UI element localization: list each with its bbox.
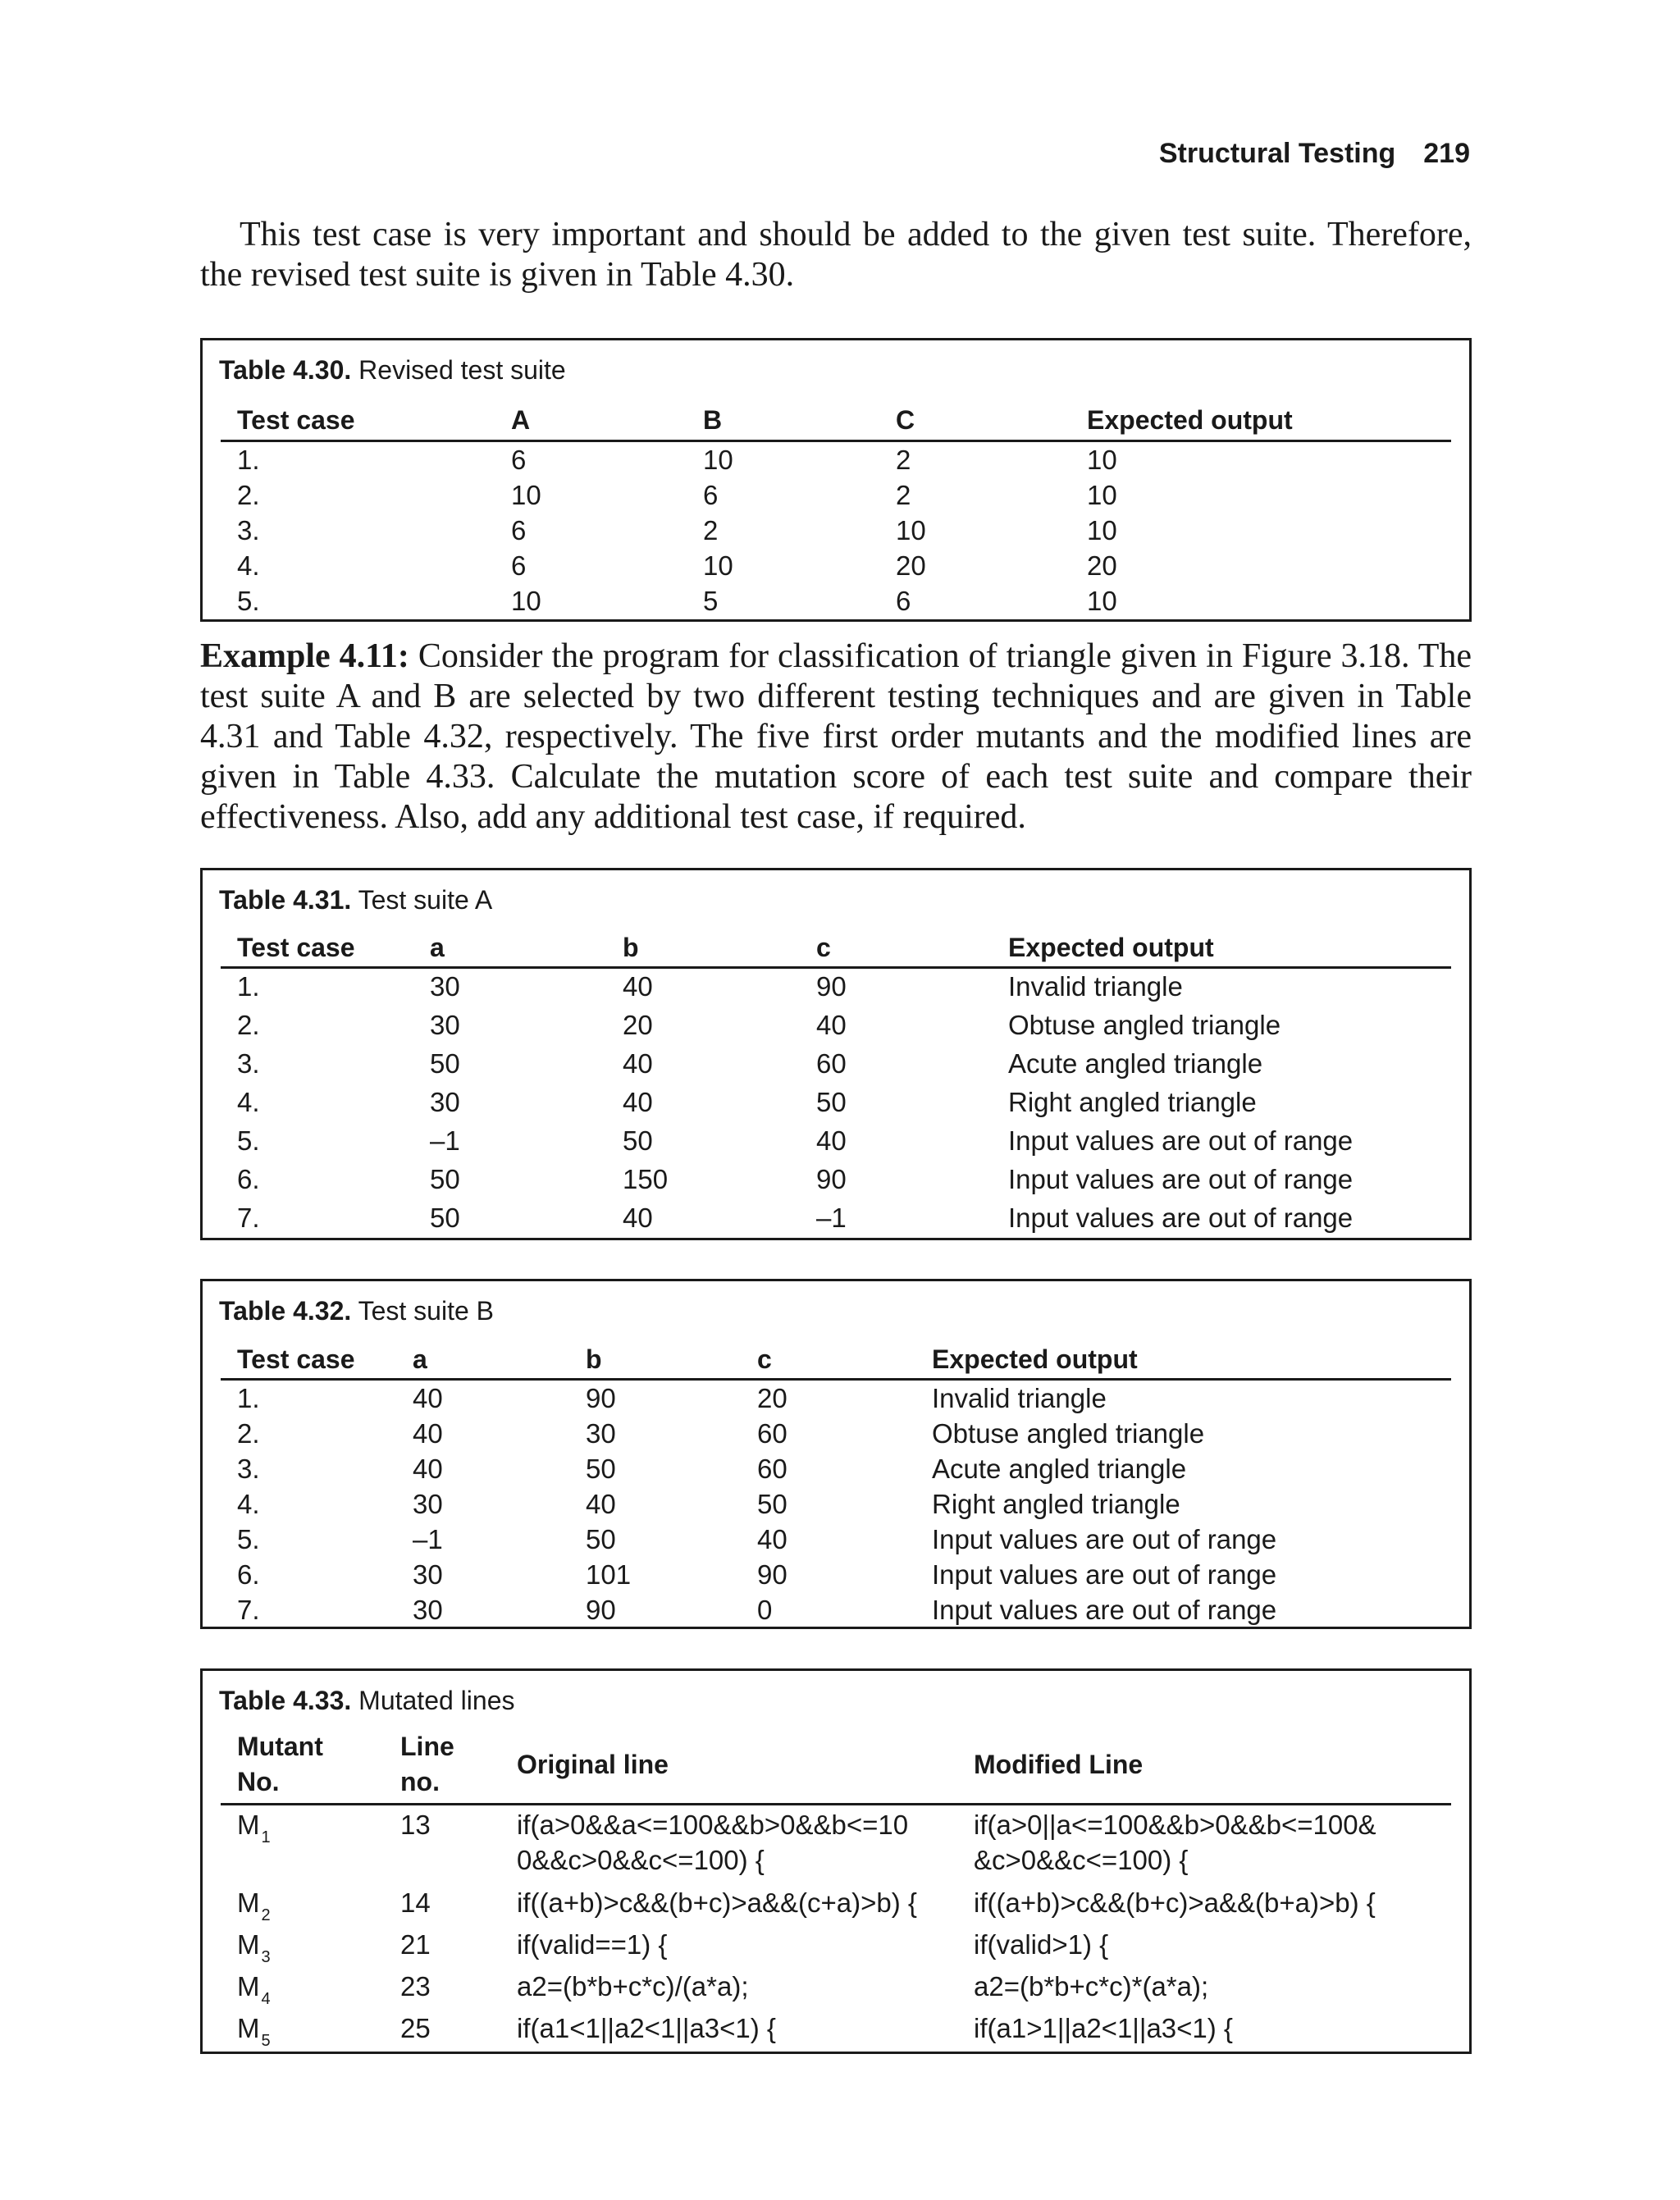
column-header: a — [413, 1344, 427, 1374]
table-4-30 — [200, 338, 1472, 622]
cell-b: 30 — [586, 1418, 616, 1449]
cell-c: 20 — [757, 1383, 788, 1413]
cell-test-case: 5. — [237, 1524, 260, 1554]
cell-test-case: 2. — [237, 1010, 260, 1040]
cell-line-no: 25 — [400, 2013, 431, 2043]
cell-b: 101 — [586, 1559, 632, 1590]
table-label: Table 4.33. — [219, 1686, 352, 1715]
cell-a: 30 — [413, 1559, 443, 1590]
column-header-line-no: no. — [400, 1767, 440, 1796]
cell-c: 50 — [816, 1087, 847, 1117]
page-number: 219 — [1423, 138, 1470, 169]
column-header-original: Original line — [517, 1750, 669, 1779]
cell-c: 10 — [896, 515, 926, 545]
cell-mutant — [237, 1971, 271, 2008]
table-4-31-title — [219, 885, 492, 915]
example-text: Consider the program for classification of triangle given in Figure 3.18. The test suite A and B are selected by two different testing techniques and are given in Table 4.31 and Table 4.32, respectively. The five first order mutants and the modified lines are given in Table 4.33. Calculate the mutation score of each test suite and compare their effectiveness. Also, add any additional test case, if required. — [200, 637, 1472, 836]
cell-original-line: if(valid==1) { — [517, 1929, 668, 1960]
column-header: Test case — [237, 1344, 355, 1374]
cell-expected-output: 10 — [1087, 515, 1117, 545]
cell-a: 30 — [430, 971, 460, 1002]
cell-a: 6 — [511, 515, 527, 545]
cell-expected-output: Input values are out of range — [1008, 1125, 1354, 1156]
column-header: b — [623, 933, 639, 962]
cell-test-case: 6. — [237, 1559, 260, 1590]
cell-c: 90 — [816, 971, 847, 1002]
cell-b: 6 — [703, 480, 719, 510]
mutant-subscript: 2 — [261, 1906, 271, 1924]
cell-a: 30 — [430, 1010, 460, 1040]
cell-test-case: 2. — [237, 480, 260, 510]
cell-c: 2 — [896, 480, 911, 510]
cell-a: 30 — [430, 1087, 460, 1117]
column-header: A — [511, 405, 531, 435]
mutant-symbol: M — [237, 2013, 260, 2043]
mutant-subscript: 4 — [261, 1990, 271, 2008]
cell-expected-output: Input values are out of range — [932, 1559, 1277, 1590]
cell-b: 90 — [586, 1595, 616, 1625]
cell-original-line: a2=(b*b+c*c)/(a*a); — [517, 1971, 749, 2001]
cell-a: –1 — [413, 1524, 443, 1554]
cell-c: 60 — [757, 1454, 788, 1484]
cell-line-no: 21 — [400, 1929, 431, 1960]
running-title: Structural Testing — [1158, 138, 1396, 169]
cell-expected-output: Acute angled triangle — [932, 1454, 1187, 1484]
cell-line-no: 14 — [400, 1887, 431, 1918]
cell-mutant — [237, 1810, 271, 1846]
cell-expected-output: Input values are out of range — [932, 1524, 1277, 1554]
table-4-31 — [200, 868, 1472, 1240]
cell-a: 10 — [511, 480, 541, 510]
mutant-symbol: M — [237, 1971, 260, 2001]
cell-a: 10 — [511, 586, 541, 616]
column-header: b — [586, 1344, 602, 1374]
table-4-33-title — [219, 1686, 514, 1716]
mutant-subscript: 5 — [261, 2032, 271, 2050]
cell-expected-output: Invalid triangle — [1008, 971, 1183, 1002]
cell-b: 40 — [623, 971, 653, 1002]
cell-c: 40 — [816, 1125, 847, 1156]
table-4-33 — [200, 1668, 1472, 2054]
cell-c: –1 — [816, 1203, 847, 1233]
cell-b: 150 — [623, 1164, 669, 1194]
cell-a: 30 — [413, 1595, 443, 1625]
cell-a: 50 — [430, 1164, 460, 1194]
running-header — [1159, 138, 1470, 170]
cell-expected-output: Input values are out of range — [1008, 1164, 1354, 1194]
column-header: B — [703, 405, 723, 435]
cell-test-case: 5. — [237, 586, 260, 616]
column-header: Test case — [237, 405, 355, 435]
cell-expected-output: Right angled triangle — [1008, 1087, 1257, 1117]
column-header-mutant-no: No. — [237, 1767, 280, 1796]
cell-c: 90 — [816, 1164, 847, 1194]
cell-line-no: 13 — [400, 1810, 431, 1840]
cell-test-case: 4. — [237, 550, 260, 581]
cell-test-case: 3. — [237, 515, 260, 545]
cell-b: 5 — [703, 586, 719, 616]
cell-test-case: 6. — [237, 1164, 260, 1194]
column-header: Expected output — [932, 1344, 1138, 1374]
cell-c: 90 — [757, 1559, 788, 1590]
cell-test-case: 3. — [237, 1048, 260, 1079]
cell-expected-output: Obtuse angled triangle — [1008, 1010, 1281, 1040]
paragraph-intro: This test case is very important and should be added to the given test suite. Therefore, the revised test suite is given in Table 4.30. — [200, 216, 1472, 294]
cell-original-line: if((a+b)>c&&(b+c)>a&&(c+a)>b) { — [517, 1887, 917, 1918]
column-header: Expected output — [1008, 933, 1214, 962]
cell-modified-line: if((a+b)>c&&(b+c)>a&&(b+a)>b) { — [974, 1887, 1376, 1918]
column-header-modified: Modified Line — [974, 1750, 1144, 1779]
header-rule — [221, 440, 1451, 442]
cell-mutant — [237, 1887, 271, 1924]
cell-expected-output: Input values are out of range — [1008, 1203, 1354, 1233]
cell-mutant — [237, 1929, 271, 1966]
cell-b: 40 — [623, 1048, 653, 1079]
mutant-subscript: 1 — [261, 1828, 271, 1846]
mutant-subscript: 3 — [261, 1948, 271, 1966]
cell-c: 40 — [816, 1010, 847, 1040]
cell-c: 60 — [816, 1048, 847, 1079]
cell-expected-output: Invalid triangle — [932, 1383, 1107, 1413]
cell-modified-line: if(valid>1) { — [974, 1929, 1109, 1960]
cell-a: 50 — [430, 1048, 460, 1079]
cell-c: 2 — [896, 445, 911, 475]
cell-modified-line: a2=(b*b+c*c)*(a*a); — [974, 1971, 1209, 2001]
table-caption: Test suite A — [358, 885, 493, 915]
cell-test-case: 2. — [237, 1418, 260, 1449]
cell-expected-output: Right angled triangle — [932, 1489, 1180, 1519]
cell-test-case: 4. — [237, 1489, 260, 1519]
cell-a: 40 — [413, 1454, 443, 1484]
cell-b: 40 — [623, 1203, 653, 1233]
cell-expected-output: 10 — [1087, 586, 1117, 616]
column-header-mutant: Mutant — [237, 1732, 323, 1761]
cell-b: 2 — [703, 515, 719, 545]
cell-test-case: 1. — [237, 971, 260, 1002]
header-rule — [221, 966, 1451, 969]
cell-expected-output: Acute angled triangle — [1008, 1048, 1263, 1079]
table-4-32-title — [219, 1296, 494, 1326]
table-label: Table 4.31. — [219, 885, 352, 915]
cell-a: 40 — [413, 1383, 443, 1413]
cell-b: 50 — [586, 1524, 616, 1554]
cell-b: 40 — [586, 1489, 616, 1519]
cell-b: 90 — [586, 1383, 616, 1413]
cell-c: 0 — [757, 1595, 773, 1625]
paragraph-example — [200, 637, 1472, 838]
table-4-32 — [200, 1279, 1472, 1629]
cell-c: 60 — [757, 1418, 788, 1449]
mutant-symbol: M — [237, 1929, 260, 1960]
header-rule — [221, 1803, 1451, 1805]
cell-line-no: 23 — [400, 1971, 431, 2001]
cell-modified-line: &c>0&&c<=100) { — [974, 1845, 1189, 1875]
mutant-symbol: M — [237, 1887, 260, 1918]
cell-modified-line: if(a1>1||a2<1||a3<1) { — [974, 2013, 1233, 2043]
cell-modified-line: if(a>0||a<=100&&b>0&&b<=100& — [974, 1810, 1376, 1840]
column-header: Expected output — [1087, 405, 1293, 435]
cell-c: 20 — [896, 550, 926, 581]
cell-b: 10 — [703, 550, 733, 581]
cell-test-case: 5. — [237, 1125, 260, 1156]
column-header: Test case — [237, 933, 355, 962]
cell-b: 50 — [623, 1125, 653, 1156]
cell-c: 6 — [896, 586, 911, 616]
column-header: C — [896, 405, 915, 435]
cell-a: 30 — [413, 1489, 443, 1519]
cell-original-line: if(a1<1||a2<1||a3<1) { — [517, 2013, 776, 2043]
cell-b: 10 — [703, 445, 733, 475]
cell-expected-output: 10 — [1087, 445, 1117, 475]
table-caption: Test suite B — [358, 1296, 494, 1326]
cell-test-case: 1. — [237, 1383, 260, 1413]
table-caption: Revised test suite — [358, 355, 566, 385]
cell-c: 50 — [757, 1489, 788, 1519]
table-caption: Mutated lines — [358, 1686, 515, 1715]
table-label: Table 4.32. — [219, 1296, 352, 1326]
cell-expected-output: 20 — [1087, 550, 1117, 581]
cell-a: 6 — [511, 550, 527, 581]
cell-b: 40 — [623, 1087, 653, 1117]
column-header: c — [816, 933, 831, 962]
cell-test-case: 7. — [237, 1203, 260, 1233]
cell-b: 50 — [586, 1454, 616, 1484]
cell-a: 6 — [511, 445, 527, 475]
cell-expected-output: 10 — [1087, 480, 1117, 510]
cell-mutant — [237, 2013, 271, 2050]
cell-expected-output: Input values are out of range — [932, 1595, 1277, 1625]
cell-original-line: 0&&c>0&&c<=100) { — [517, 1845, 765, 1875]
cell-expected-output: Obtuse angled triangle — [932, 1418, 1205, 1449]
cell-test-case: 4. — [237, 1087, 260, 1117]
cell-a: –1 — [430, 1125, 460, 1156]
cell-b: 20 — [623, 1010, 653, 1040]
cell-test-case: 7. — [237, 1595, 260, 1625]
column-header-line: Line — [400, 1732, 454, 1761]
cell-test-case: 3. — [237, 1454, 260, 1484]
cell-a: 50 — [430, 1203, 460, 1233]
table-label: Table 4.30. — [219, 355, 352, 385]
example-label: Example 4.11: — [200, 637, 409, 675]
cell-test-case: 1. — [237, 445, 260, 475]
column-header: a — [430, 933, 445, 962]
cell-a: 40 — [413, 1418, 443, 1449]
cell-c: 40 — [757, 1524, 788, 1554]
column-header: c — [757, 1344, 772, 1374]
mutant-symbol: M — [237, 1810, 260, 1840]
table-4-30-title — [219, 355, 566, 386]
cell-original-line: if(a>0&&a<=100&&b>0&&b<=10 — [517, 1810, 909, 1840]
header-rule — [221, 1378, 1451, 1381]
